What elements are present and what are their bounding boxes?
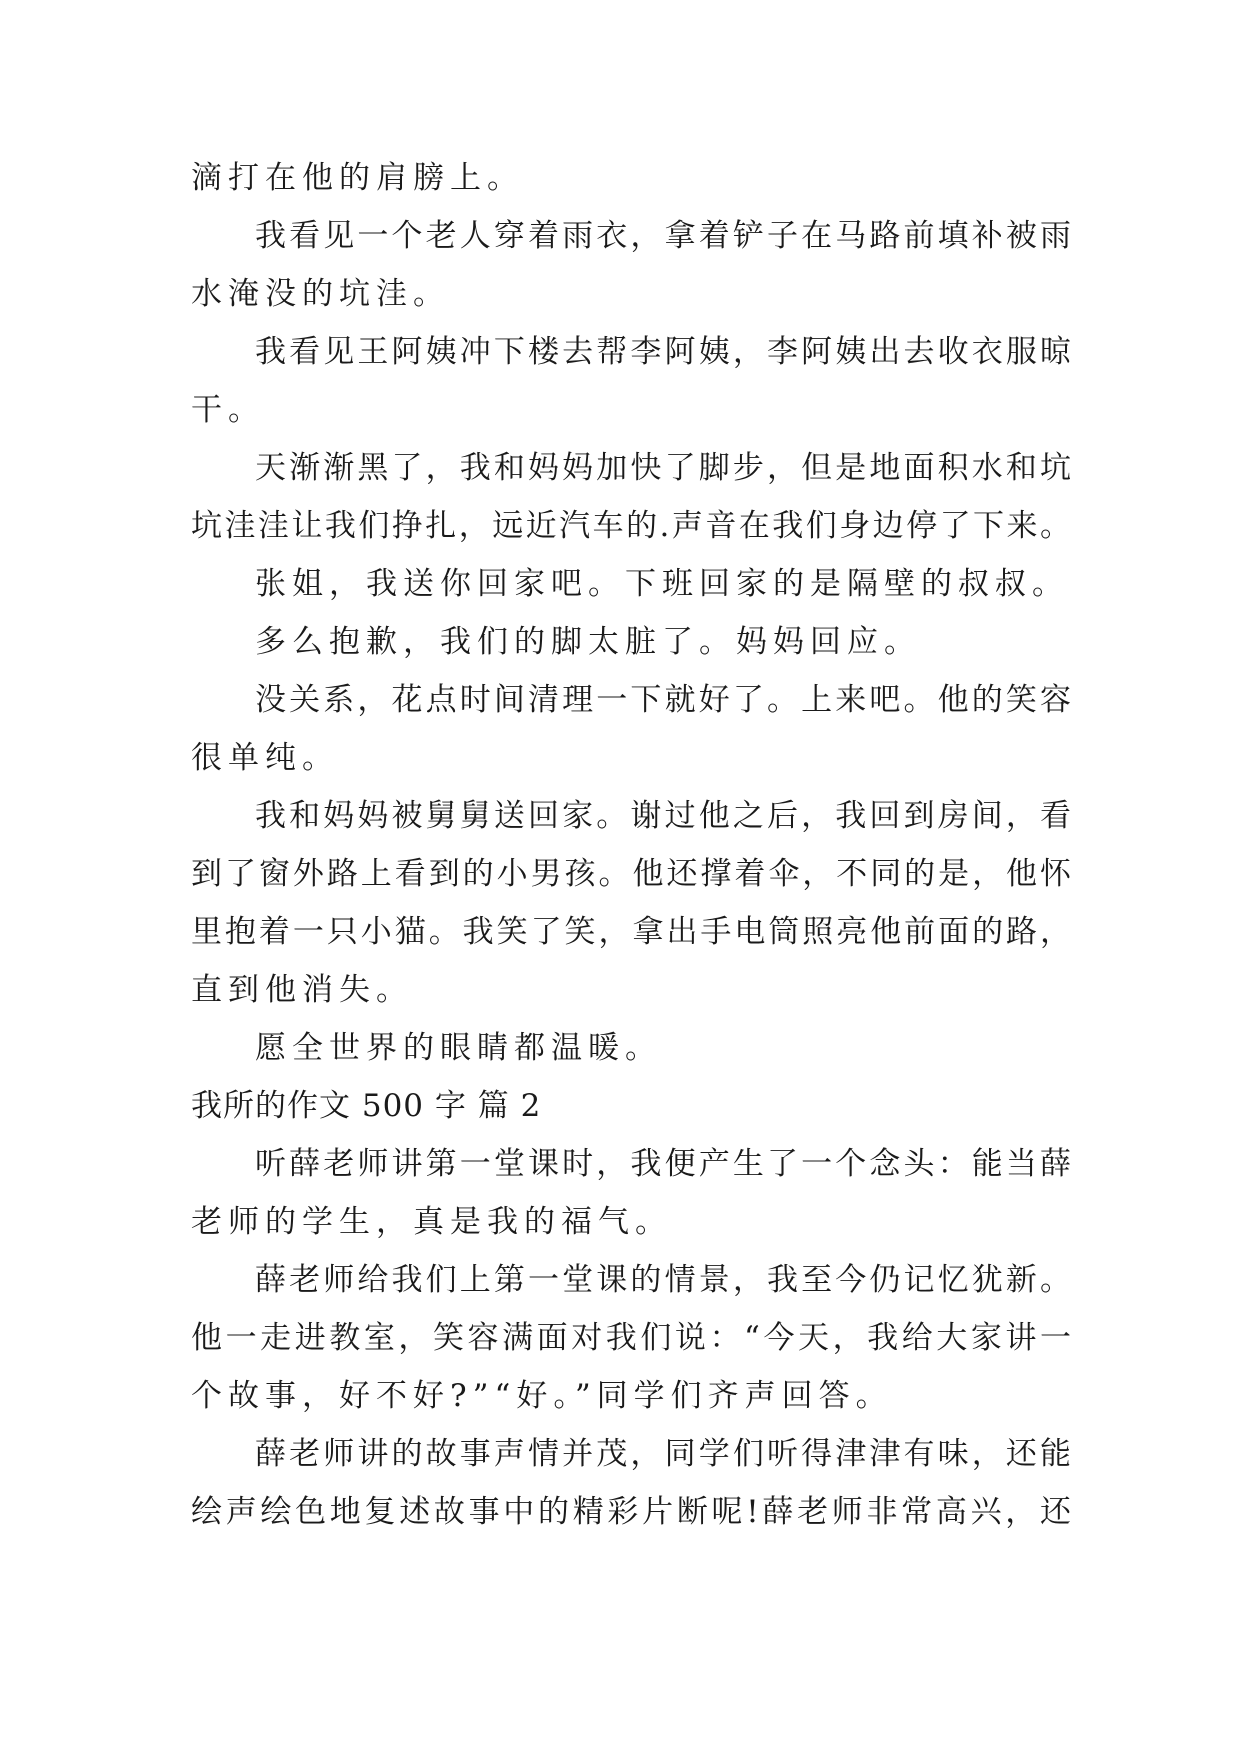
- text-line: 薛老师给我们上第一堂课的情景，我至今仍记忆犹新。: [255, 1262, 1071, 1298]
- text-line: 坑洼洼让我们挣扎，远近汽车的.声音在我们身边停了下来。: [191, 508, 1071, 544]
- text-line: 到了窗外路上看到的小男孩。他还撑着伞，不同的是，他怀: [191, 856, 1071, 892]
- text-line: 个故事，好不好?”“好。”同学们齐声回答。: [191, 1378, 893, 1414]
- text-line: 没关系，花点时间清理一下就好了。上来吧。他的笑容: [255, 682, 1071, 718]
- text-line: 他一走进教室，笑容满面对我们说：“今天，我给大家讲一: [191, 1320, 1071, 1356]
- text-line: 愿全世界的眼睛都温暖。: [255, 1030, 662, 1066]
- text-line: 我和妈妈被舅舅送回家。谢过他之后，我回到房间，看: [255, 798, 1071, 834]
- text-line: 听薛老师讲第一堂课时，我便产生了一个念头：能当薛: [255, 1146, 1071, 1182]
- text-line: 水淹没的坑洼。: [191, 276, 450, 312]
- text-line: 直到他消失。: [191, 972, 413, 1008]
- text-line: 很单纯。: [191, 740, 339, 776]
- section-heading: 我所的作文 500 字 篇 2: [191, 1088, 542, 1124]
- text-line: 薛老师讲的故事声情并茂，同学们听得津津有味，还能: [255, 1436, 1071, 1472]
- text-line: 老师的学生，真是我的福气。: [191, 1204, 672, 1240]
- text-line: 里抱着一只小猫。我笑了笑，拿出手电筒照亮他前面的路，: [191, 914, 1071, 950]
- text-line: 干。: [191, 392, 265, 428]
- text-line: 我看见一个老人穿着雨衣，拿着铲子在马路前填补被雨: [255, 218, 1071, 254]
- text-line: 绘声绘色地复述故事中的精彩片断呢!薛老师非常高兴，还: [191, 1494, 1071, 1530]
- text-line: 我看见王阿姨冲下楼去帮李阿姨，李阿姨出去收衣服晾: [255, 334, 1071, 370]
- text-line: 多么抱歉，我们的脚太脏了。妈妈回应。: [255, 624, 921, 660]
- text-line: 天渐渐黑了，我和妈妈加快了脚步，但是地面积水和坑: [255, 450, 1071, 486]
- text-line: 滴打在他的肩膀上。: [191, 160, 524, 196]
- text-line: 张姐，我送你回家吧。下班回家的是隔壁的叔叔。: [255, 566, 1069, 602]
